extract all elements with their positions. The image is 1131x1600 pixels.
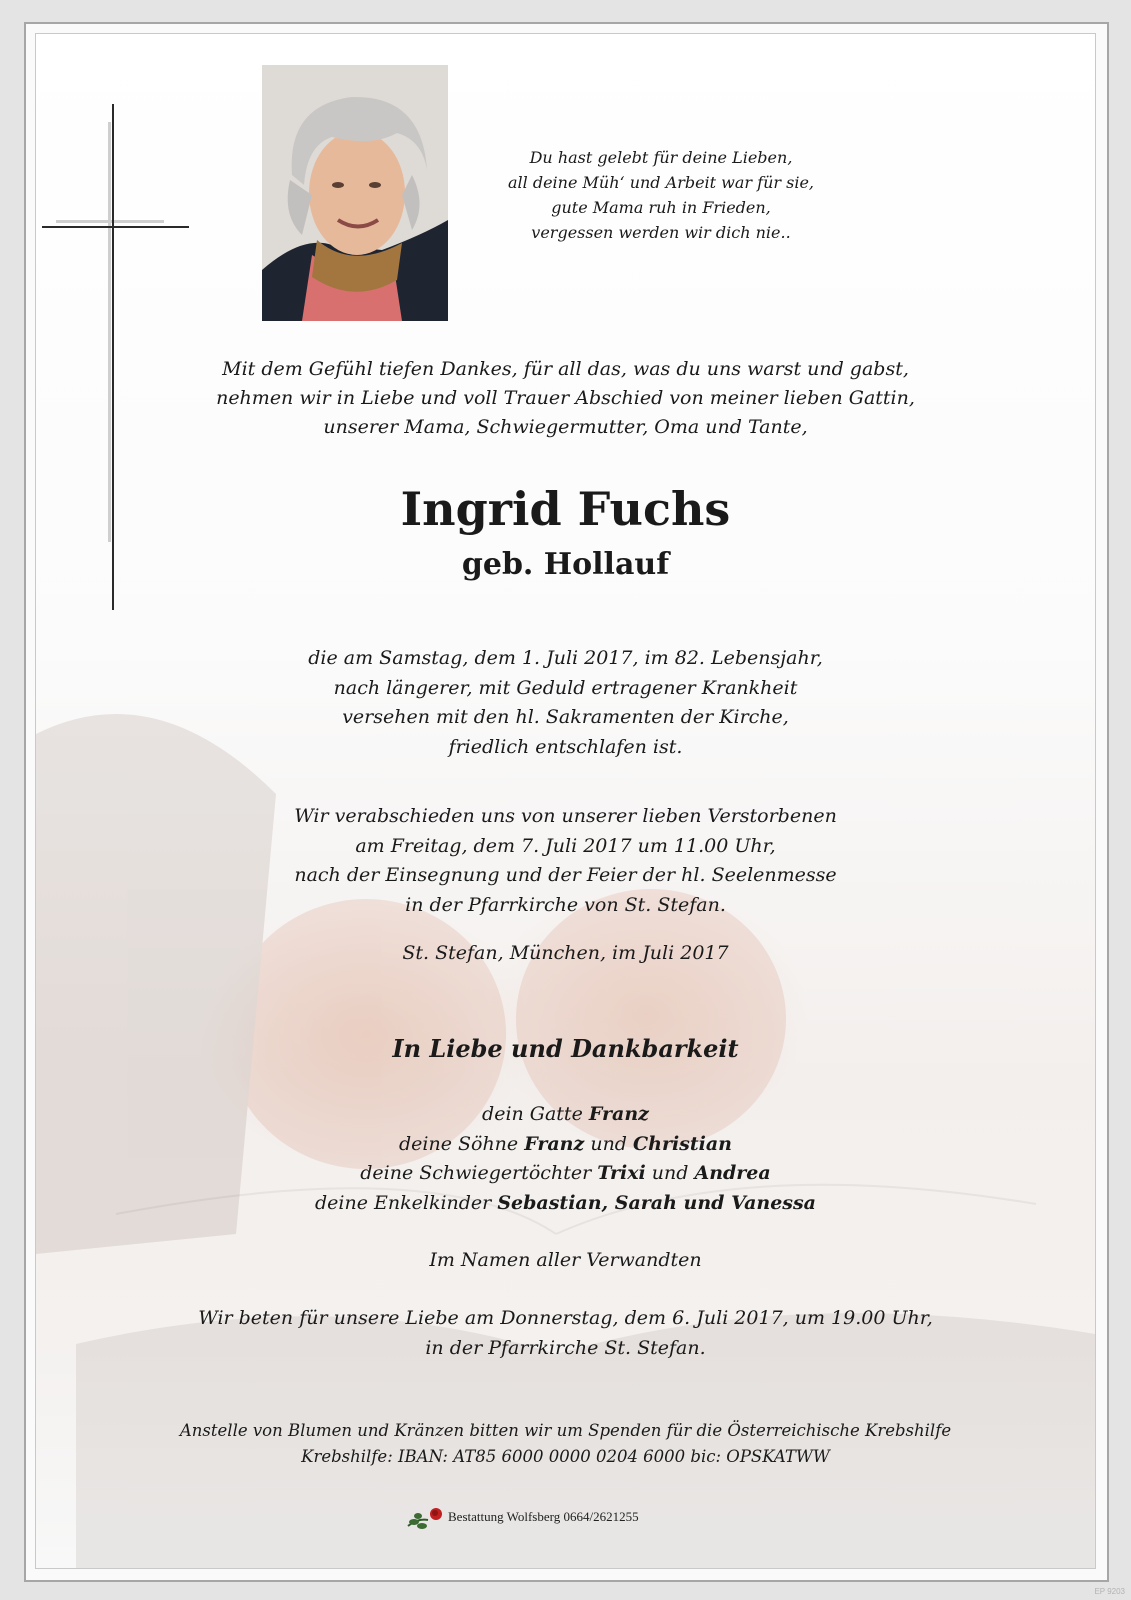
thanks-heading: In Liebe und Dankbarkeit <box>392 1034 739 1063</box>
cross-horizontal-bar <box>42 226 189 228</box>
prayer-paragraph <box>36 1304 1095 1363</box>
verse-line: vergessen werden wir dich nie.. <box>531 223 791 242</box>
undertaker-text: Bestattung Wolfsberg 0664/2621255 <box>448 1509 639 1524</box>
donation-line: Krebshilfe: IBAN: AT85 6000 0000 0204 6000 bic: OPSKATWW <box>301 1447 830 1466</box>
template-code: EP 9203 <box>1094 1587 1125 1596</box>
family-line: dein Gatte Franz <box>482 1103 649 1125</box>
family-line: deine Enkelkinder Sebastian, Sarah und Vanessa <box>315 1191 816 1214</box>
notice-frame <box>24 22 1109 1582</box>
rose-logo-icon <box>406 1502 446 1532</box>
prayer-line: Wir beten für unsere Liebe am Donnerstag, dem 6. Juli 2017, um 19.00 Uhr, <box>198 1307 933 1329</box>
funeral-paragraph <box>36 802 1095 920</box>
family-line: deine Söhne Franz und Christian <box>398 1132 732 1155</box>
cross-shadow-horizontal <box>56 220 164 223</box>
undertaker-footer <box>406 1502 726 1532</box>
death-line: friedlich entschlafen ist. <box>448 735 683 758</box>
death-paragraph <box>36 644 1095 762</box>
death-line: die am Samstag, dem 1. Juli 2017, im 82. Lebensjahr, <box>308 647 823 669</box>
verse-line: all deine Müh‘ und Arbeit war für sie, <box>507 173 814 192</box>
intro-line: nehmen wir in Liebe und voll Trauer Abschied von meiner lieben Gattin, <box>216 387 915 409</box>
funeral-line: Wir verabschieden uns von unserer lieben Verstorbenen <box>294 805 837 827</box>
maiden-name: geb. Hollauf <box>461 547 670 582</box>
relatives-note: Im Namen aller Verwandten <box>429 1249 702 1271</box>
family-line: deine Schwiegertöchter Trixi und Andrea <box>360 1162 771 1184</box>
death-line: nach längerer, mit Geduld ertragener Krankheit <box>333 676 798 699</box>
funeral-line: am Freitag, dem 7. Juli 2017 um 11.00 Uhr, <box>355 834 776 857</box>
place-date: St. Stefan, München, im Juli 2017 <box>402 942 729 964</box>
intro-paragraph <box>36 355 1095 442</box>
donation-line: Anstelle von Blumen und Kränzen bitten wir um Spenden für die Österreichische Krebshilfe <box>179 1421 952 1440</box>
funeral-line: in der Pfarrkirche von St. Stefan. <box>405 893 726 916</box>
death-line: versehen mit den hl. Sakramenten der Kirche, <box>342 706 789 728</box>
prayer-line: in der Pfarrkirche St. Stefan. <box>425 1336 706 1359</box>
family-list <box>36 1100 1095 1218</box>
funeral-line: nach der Einsegnung und der Feier der hl. Seelenmesse <box>294 864 837 886</box>
memorial-verse <box>486 145 836 245</box>
intro-line: unserer Mama, Schwiegermutter, Oma und Tante, <box>323 416 808 438</box>
verse-line: gute Mama ruh in Frieden, <box>551 198 771 217</box>
notice-page <box>35 33 1096 1569</box>
cross-shadow-vertical <box>108 122 111 542</box>
verse-line: Du hast gelebt für deine Lieben, <box>529 148 793 167</box>
deceased-name: Ingrid Fuchs <box>400 482 731 536</box>
portrait-photo <box>262 65 448 321</box>
intro-line: Mit dem Gefühl tiefen Dankes, für all das, was du uns warst und gabst, <box>222 358 909 380</box>
donation-note <box>36 1418 1095 1470</box>
